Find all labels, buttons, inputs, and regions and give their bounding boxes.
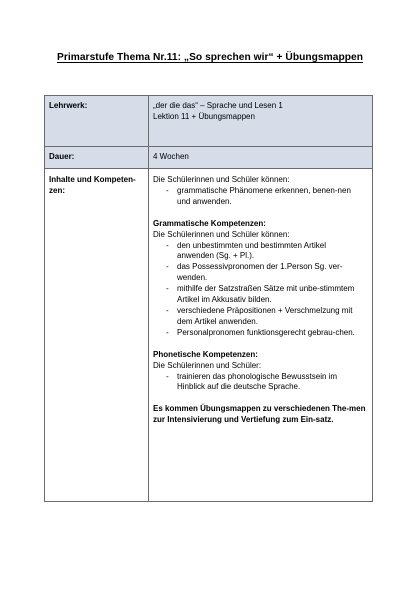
grammatik-heading: Grammatische Kompetenzen:: [153, 218, 266, 228]
closing-note: Es kommen Übungsmappen zu verschiedenen The-men zur Intensivierung und Vertiefung zum Ein-satz.: [153, 404, 366, 425]
phonetik-list: [153, 372, 368, 394]
list-item: - grammatische Phänomene erkennen, benen-nen und anwenden.: [153, 186, 368, 208]
value-lehrwerk: [149, 96, 373, 147]
value-dauer: 4 Wochen: [149, 147, 373, 169]
list-item: - den unbestimmten und bestimmten Artikel anwenden (Sg. + Pl.).: [153, 241, 368, 263]
grammatik-intro: Die Schülerinnen und Schüler können:: [153, 229, 290, 239]
list-item: - verschiedene Präpositionen + Verschmelzung mit dem Artikel anwenden.: [153, 306, 368, 328]
list-item: - das Possessivpronomen der 1.Person Sg. ver-wenden.: [153, 262, 368, 284]
list-item: - Personalpronomen funktionsgerecht gebrau-chen.: [153, 328, 368, 339]
list-item: - mithilfe der Satzstraßen Sätze mit unbe-stimmtem Artikel im Akkusativ bilden.: [153, 284, 368, 306]
row-lehrwerk: [45, 96, 373, 147]
row-dauer: [45, 147, 373, 169]
label-inhalte: Inhalte und Kompeten-zen:: [45, 169, 149, 502]
grammatik-list: [153, 241, 368, 339]
phonetik-heading: Phonetische Kompetenzen:: [153, 349, 258, 359]
label-lehrwerk: Lehrwerk:: [45, 96, 149, 147]
page-title: Primarstufe Thema Nr.11: „So sprechen wir“ + Übungsmappen: [56, 52, 363, 63]
list-item: - trainieren das phonologische Bewusstsein im Hinblick auf die deutsche Sprache.: [153, 372, 368, 394]
curriculum-table: [44, 95, 373, 502]
phonetik-intro: Die Schülerinnen und Schüler:: [153, 360, 262, 370]
lehrwerk-line-2: Lektion 11 + Übungsmappen: [153, 111, 255, 121]
row-inhalte: [45, 169, 373, 502]
value-inhalte: [149, 169, 373, 502]
inhalte-intro: Die Schülerinnen und Schüler können:: [153, 175, 290, 184]
inhalte-intro-list: [153, 186, 368, 208]
label-dauer: Dauer:: [45, 147, 149, 169]
lehrwerk-line-1: „der die das“ – Sprache und Lesen 1: [153, 101, 283, 110]
